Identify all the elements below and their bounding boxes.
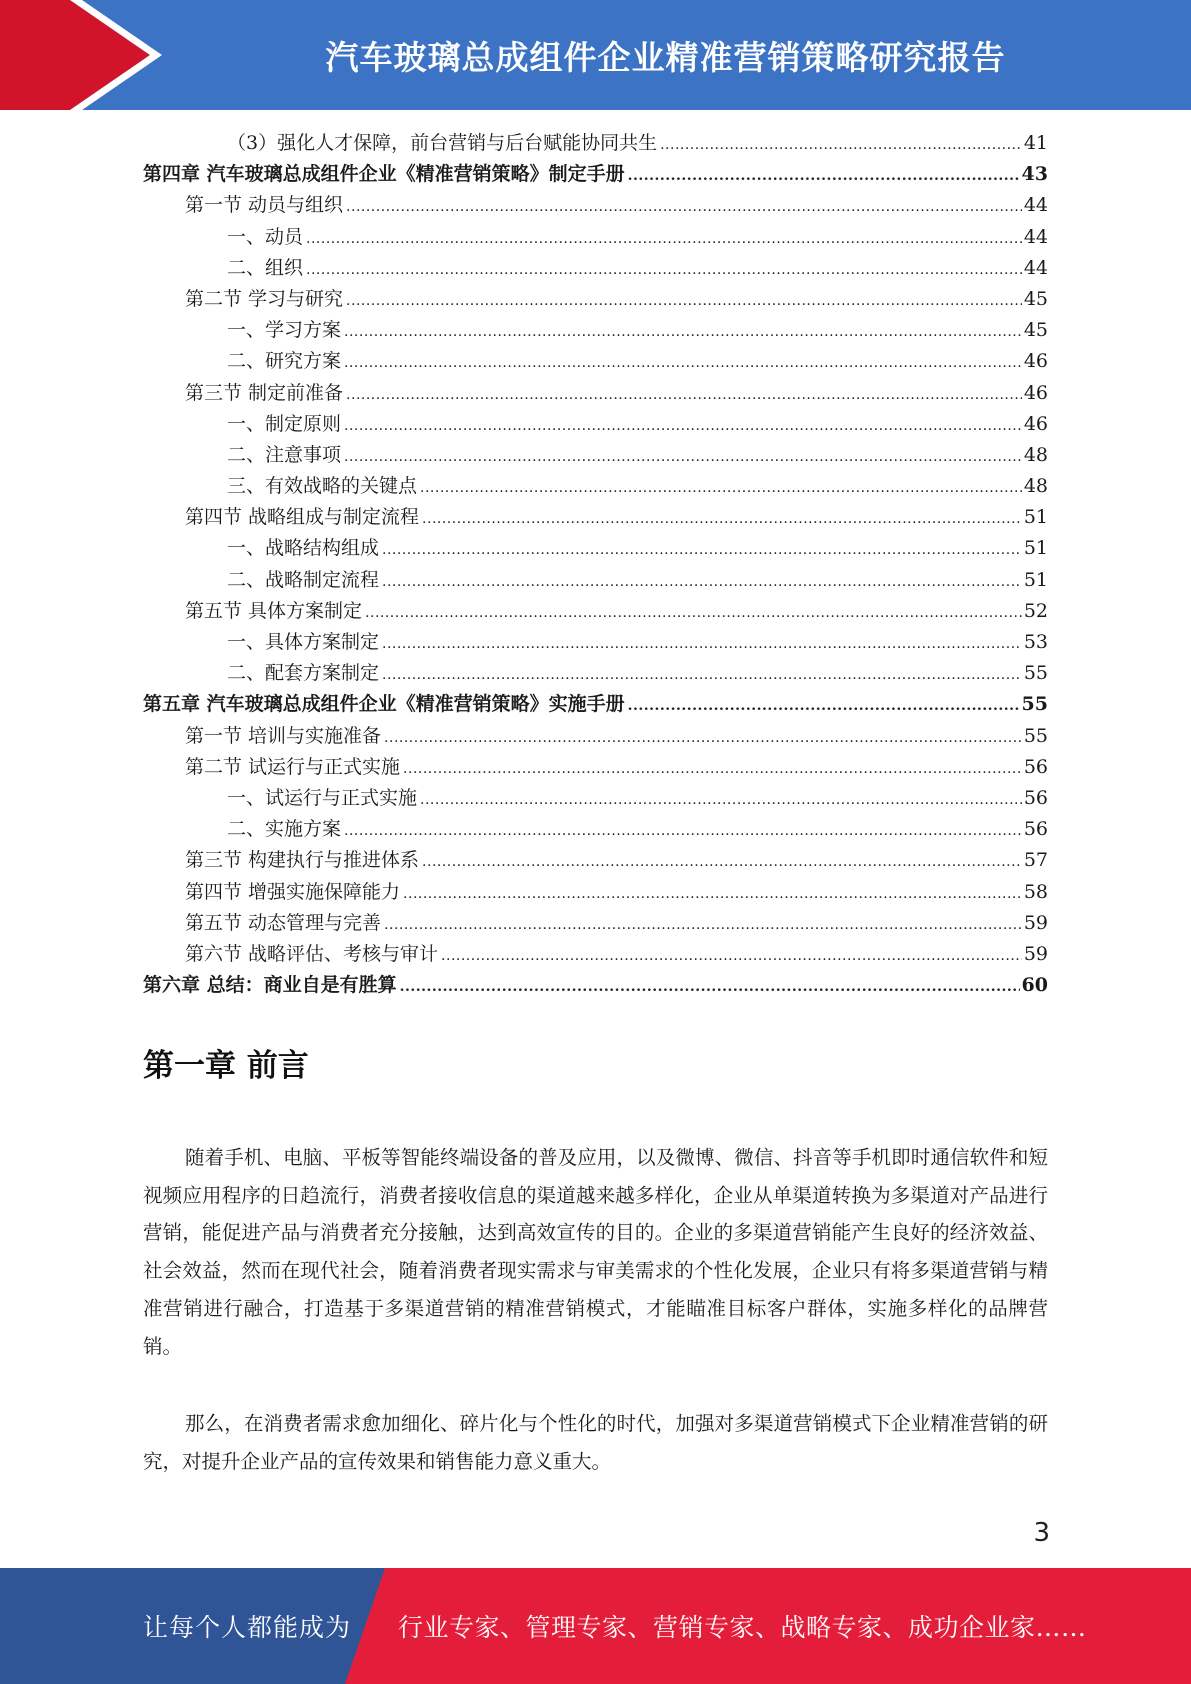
toc-entry[interactable] [143,409,1048,440]
toc-dot-leader [384,723,1022,754]
toc-entry-title: 第一节 培训与实施准备 [185,724,382,747]
toc-entry-page: 51 [1023,568,1048,591]
toc-dot-leader [346,380,1022,411]
toc-entry[interactable] [143,253,1048,284]
toc-entry-page: 55 [1021,693,1048,716]
toc-entry[interactable] [143,502,1048,533]
footer-slogan-left: 让每个人都能成为 [143,1613,352,1642]
toc-entry-title: 二、组织 [227,256,304,279]
toc-entry-title: 一、动员 [227,225,304,248]
toc-entry-page: 44 [1023,225,1048,248]
page-number: 3 [1033,1518,1050,1548]
toc-dot-leader [365,598,1022,629]
toc-entry-page: 46 [1023,350,1048,373]
footer-slogan-right: 行业专家、管理专家、营销专家、战略专家、成功企业家…… [398,1613,1087,1642]
toc-entry-title: 一、具体方案制定 [227,631,380,653]
toc-dot-leader [306,224,1022,255]
toc-entry-page: 53 [1023,631,1048,653]
toc-dot-leader [628,161,1020,192]
toc-dot-leader [382,567,1022,598]
toc-entry-page: 51 [1023,506,1048,529]
toc-dot-leader [420,473,1022,504]
toc-dot-leader [441,941,1022,972]
toc-entry-title: 第五节 具体方案制定 [185,599,363,622]
toc-entry[interactable] [143,721,1048,752]
toc-dot-leader [344,348,1022,379]
toc-entry[interactable] [143,128,1048,159]
toc-entry[interactable] [143,596,1048,627]
toc-entry[interactable] [143,378,1048,409]
toc-dot-leader [420,785,1022,816]
toc-entry-title: 第四章 汽车玻璃总成组件企业《精准营销策略》制定手册 [143,163,625,186]
table-of-contents [143,128,1048,1001]
body-paragraph: 随着手机、电脑、平板等智能终端设备的普及应用，以及微博、微信、抖音等手机即时通信软件和短视频应用程序的日趋流行，消费者接收信息的渠道越来越多样化，企业从单渠道转换为多渠道对产品进行营销，能促进产品与消费者充分接触，达到高效宣传的目的。企业的多渠道营销能产生良好的经济效益、社会效益，然而在现代社会，随着消费者现实需求与审美需求的个性化发展，企业只有将多渠道营销与精准营销进行融合，打造基于多渠道营销的精准营销模式，才能瞄准目标客户群体，实施多样化的品牌营销。 [143,1146,1048,1358]
toc-entry-title: 第三节 构建执行与推进体系 [185,849,420,872]
toc-entry-title: 第二节 试运行与正式实施 [185,755,401,778]
toc-entry[interactable] [143,565,1048,596]
toc-dot-leader [384,910,1022,941]
toc-entry-page: 59 [1023,911,1048,934]
toc-entry[interactable] [143,783,1048,814]
toc-dot-leader [403,879,1022,910]
toc-dot-leader [422,504,1022,535]
toc-dot-leader [344,317,1022,348]
toc-entry-page: 41 [1023,132,1048,154]
toc-entry-page: 44 [1023,194,1048,217]
toc-entry-page: 48 [1023,443,1048,466]
toc-entry[interactable] [143,752,1048,783]
toc-entry-title: 二、配套方案制定 [227,662,380,685]
toc-entry-title: 二、实施方案 [227,818,342,841]
toc-dot-leader [382,629,1022,660]
toc-entry[interactable] [143,315,1048,346]
toc-dot-leader [346,286,1022,317]
toc-entry-title: （3）强化人才保障，前台营销与后台赋能协同共生 [227,132,658,154]
toc-entry-title: 二、研究方案 [227,350,342,373]
toc-entry[interactable] [143,970,1048,1001]
toc-entry-page: 44 [1023,256,1048,279]
toc-entry[interactable] [143,533,1048,564]
toc-entry-page: 55 [1023,724,1048,747]
toc-entry-page: 51 [1023,537,1048,560]
toc-entry-page: 46 [1023,412,1048,435]
toc-entry[interactable] [143,159,1048,190]
toc-entry[interactable] [143,658,1048,689]
toc-entry-page: 45 [1023,287,1048,310]
toc-dot-leader [400,972,1020,1003]
toc-entry-title: 第三节 制定前准备 [185,381,344,404]
toc-dot-leader [346,192,1022,223]
toc-entry-page: 43 [1021,163,1048,186]
toc-entry-title: 第六节 战略评估、考核与审计 [185,942,439,965]
report-title: 汽车玻璃总成组件企业精准营销策略研究报告 [325,37,1006,77]
toc-entry[interactable] [143,222,1048,253]
toc-entry-title: 一、制定原则 [227,412,342,435]
toc-entry-page: 58 [1023,880,1048,903]
toc-entry-page: 59 [1023,942,1048,965]
toc-entry[interactable] [143,877,1048,908]
toc-entry-page: 60 [1021,974,1048,997]
toc-entry-title: 一、试运行与正式实施 [227,786,418,809]
toc-entry-title: 第四节 战略组成与制定流程 [185,506,420,529]
toc-entry[interactable] [143,440,1048,471]
toc-entry-page: 52 [1023,599,1048,622]
toc-dot-leader [403,754,1022,785]
toc-entry[interactable] [143,908,1048,939]
header-chevron-graphic [0,0,190,110]
toc-entry-title: 第六章 总结：商业自是有胜算 [143,974,397,997]
toc-entry[interactable] [143,627,1048,658]
page-header [0,0,1191,110]
toc-entry-title: 一、学习方案 [227,319,342,342]
toc-dot-leader [382,660,1022,691]
toc-entry-page: 57 [1023,849,1048,872]
toc-entry[interactable] [143,939,1048,970]
toc-entry-page: 56 [1023,755,1048,778]
toc-entry-title: 一、战略结构组成 [227,537,380,560]
chapter-heading: 第一章 前言 [143,1048,309,1084]
toc-entry-title: 第一节 动员与组织 [185,194,344,217]
toc-entry-page: 48 [1023,475,1048,498]
toc-dot-leader [628,691,1020,722]
toc-dot-leader [344,411,1022,442]
toc-entry-title: 二、战略制定流程 [227,568,380,591]
toc-entry[interactable] [143,190,1048,221]
toc-dot-leader [382,535,1022,566]
toc-entry[interactable] [143,814,1048,845]
toc-dot-leader [422,847,1022,878]
toc-dot-leader [344,816,1022,847]
toc-entry-title: 第五章 汽车玻璃总成组件企业《精准营销策略》实施手册 [143,693,625,716]
toc-entry-page: 56 [1023,786,1048,809]
toc-entry-page: 56 [1023,818,1048,841]
toc-dot-leader [306,255,1022,286]
toc-entry-page: 55 [1023,662,1048,685]
page-footer [0,1568,1191,1684]
toc-entry[interactable] [143,689,1048,720]
toc-dot-leader [660,130,1022,161]
toc-entry-title: 三、有效战略的关键点 [227,475,418,498]
toc-entry[interactable] [143,845,1048,876]
toc-entry-title: 第五节 动态管理与完善 [185,911,382,934]
toc-entry-page: 46 [1023,381,1048,404]
toc-entry[interactable] [143,346,1048,377]
toc-dot-leader [344,442,1022,473]
toc-entry[interactable] [143,471,1048,502]
body-paragraph: 那么，在消费者需求愈加细化、碎片化与个性化的时代，加强对多渠道营销模式下企业精准营销的研究，对提升企业产品的宣传效果和销售能力意义重大。 [143,1412,1048,1473]
toc-entry[interactable] [143,284,1048,315]
toc-entry-title: 第二节 学习与研究 [185,287,344,310]
toc-entry-title: 二、注意事项 [227,443,342,466]
toc-entry-title: 第四节 增强实施保障能力 [185,880,401,903]
toc-entry-page: 45 [1023,319,1048,342]
